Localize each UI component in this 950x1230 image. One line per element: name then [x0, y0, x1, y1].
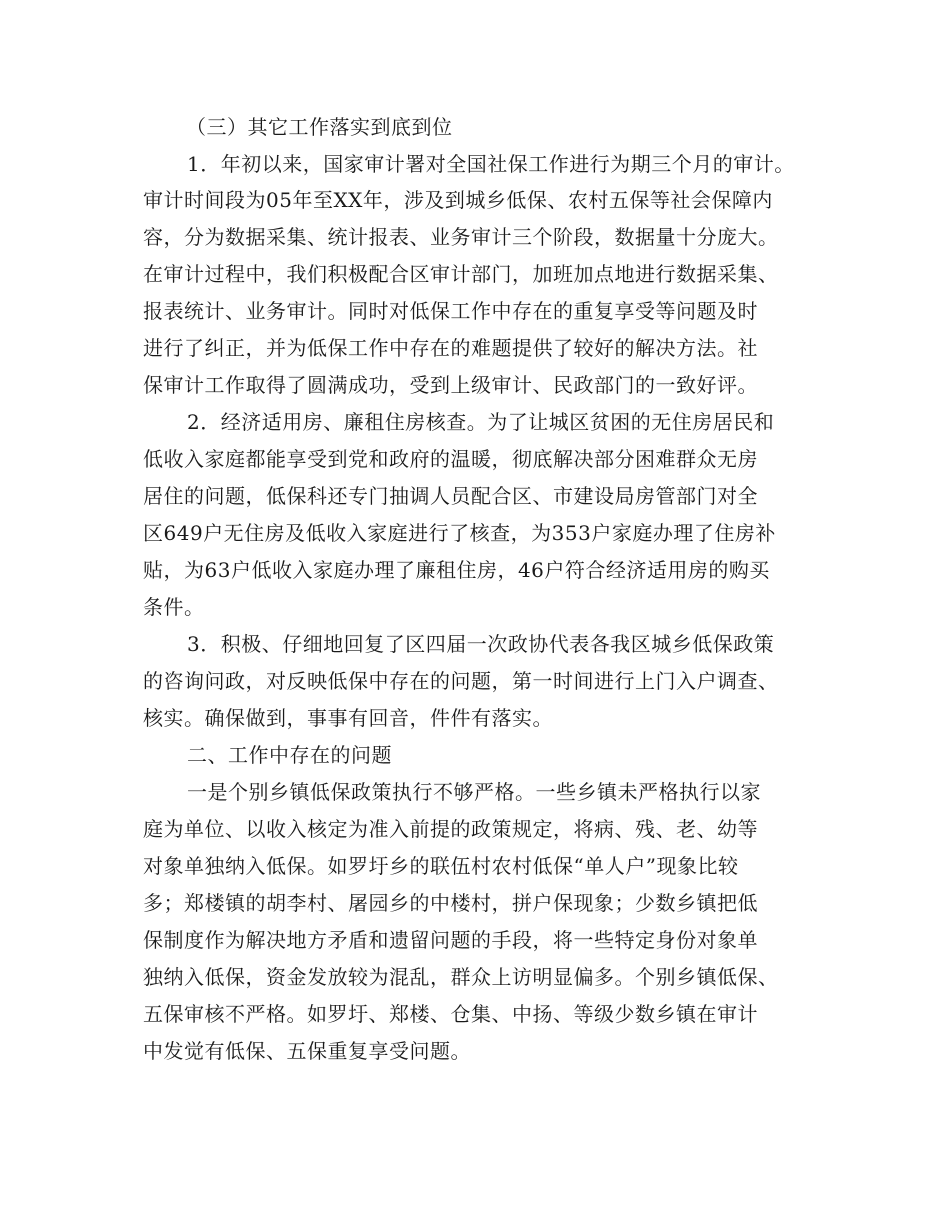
paragraph-line: 条件。 [143, 595, 205, 619]
paragraph-line: 保制度作为解决地方矛盾和遗留问题的手段，将一些特定身份对象单 [143, 928, 758, 952]
paragraph-line: 低收入家庭都能享受到党和政府的温暖，彻底解决部分困难群众无房 [143, 447, 758, 471]
paragraph-line: 庭为单位、以收入核定为准入前提的政策规定，将病、残、老、幼等 [143, 817, 758, 841]
paragraph-line: 3．积极、仔细地回复了区四届一次政协代表各我区城乡低保政策 [187, 632, 775, 656]
paragraph-line: 的咨询问政，对反映低保中存在的问题，第一时间进行上门入户调查、 [143, 669, 779, 693]
paragraph-line: 居住的问题，低保科还专门抽调人员配合区、市建设局房管部门对全 [143, 484, 758, 508]
paragraph-line: 多；郑楼镇的胡李村、屠园乡的中楼村，拼户保现象；少数乡镇把低 [143, 891, 758, 915]
paragraph-line: 保审计工作取得了圆满成功，受到上级审计、民政部门的一致好评。 [143, 373, 758, 397]
paragraph-line: 核实。确保做到，事事有回音，件件有落实。 [143, 706, 553, 730]
paragraph-line: 2．经济适用房、廉租住房核查。为了让城区贫困的无住房居民和 [187, 410, 775, 434]
paragraph-line: 独纳入低保，资金发放较为混乱，群众上访明显偏多。个别乡镇低保、 [143, 965, 779, 989]
paragraph-line: 中发觉有低保、五保重复享受问题。 [143, 1039, 471, 1063]
paragraph-line: 容，分为数据采集、统计报表、业务审计三个阶段，数据量十分庞大。 [143, 225, 779, 249]
paragraph-line: 贴，为63户低收入家庭办理了廉租住房，46户符合经济适用房的购买 [143, 558, 770, 582]
paragraph-line: 一是个别乡镇低保政策执行不够严格。一些乡镇未严格执行以家 [187, 780, 761, 804]
paragraph-line: 五保审核不严格。如罗圩、郑楼、仓集、中扬、等级少数乡镇在审计 [143, 1002, 758, 1026]
section-heading: 二、工作中存在的问题 [187, 743, 392, 767]
paragraph-line: 报表统计、业务审计。同时对低保工作中存在的重复享受等问题及时 [143, 299, 758, 323]
paragraph-line: 对象单独纳入低保。如罗圩乡的联伍村农村低保“单人户”现象比较 [143, 854, 739, 878]
section-heading: （三）其它工作落实到底到位 [186, 115, 453, 139]
paragraph-line: 审计时间段为05年至XX年，涉及到城乡低保、农村五保等社会保障内 [143, 188, 773, 212]
paragraph-line: 区649户无住房及低收入家庭进行了核查，为353户家庭办理了住房补 [143, 521, 776, 545]
paragraph-line: 在审计过程中，我们积极配合区审计部门，加班加点地进行数据采集、 [143, 262, 779, 286]
paragraph-line: 进行了纠正，并为低保工作中存在的难题提供了较好的解决方法。社 [143, 336, 758, 360]
paragraph-line: 1．年初以来，国家审计署对全国社保工作进行为期三个月的审计。 [187, 152, 795, 176]
